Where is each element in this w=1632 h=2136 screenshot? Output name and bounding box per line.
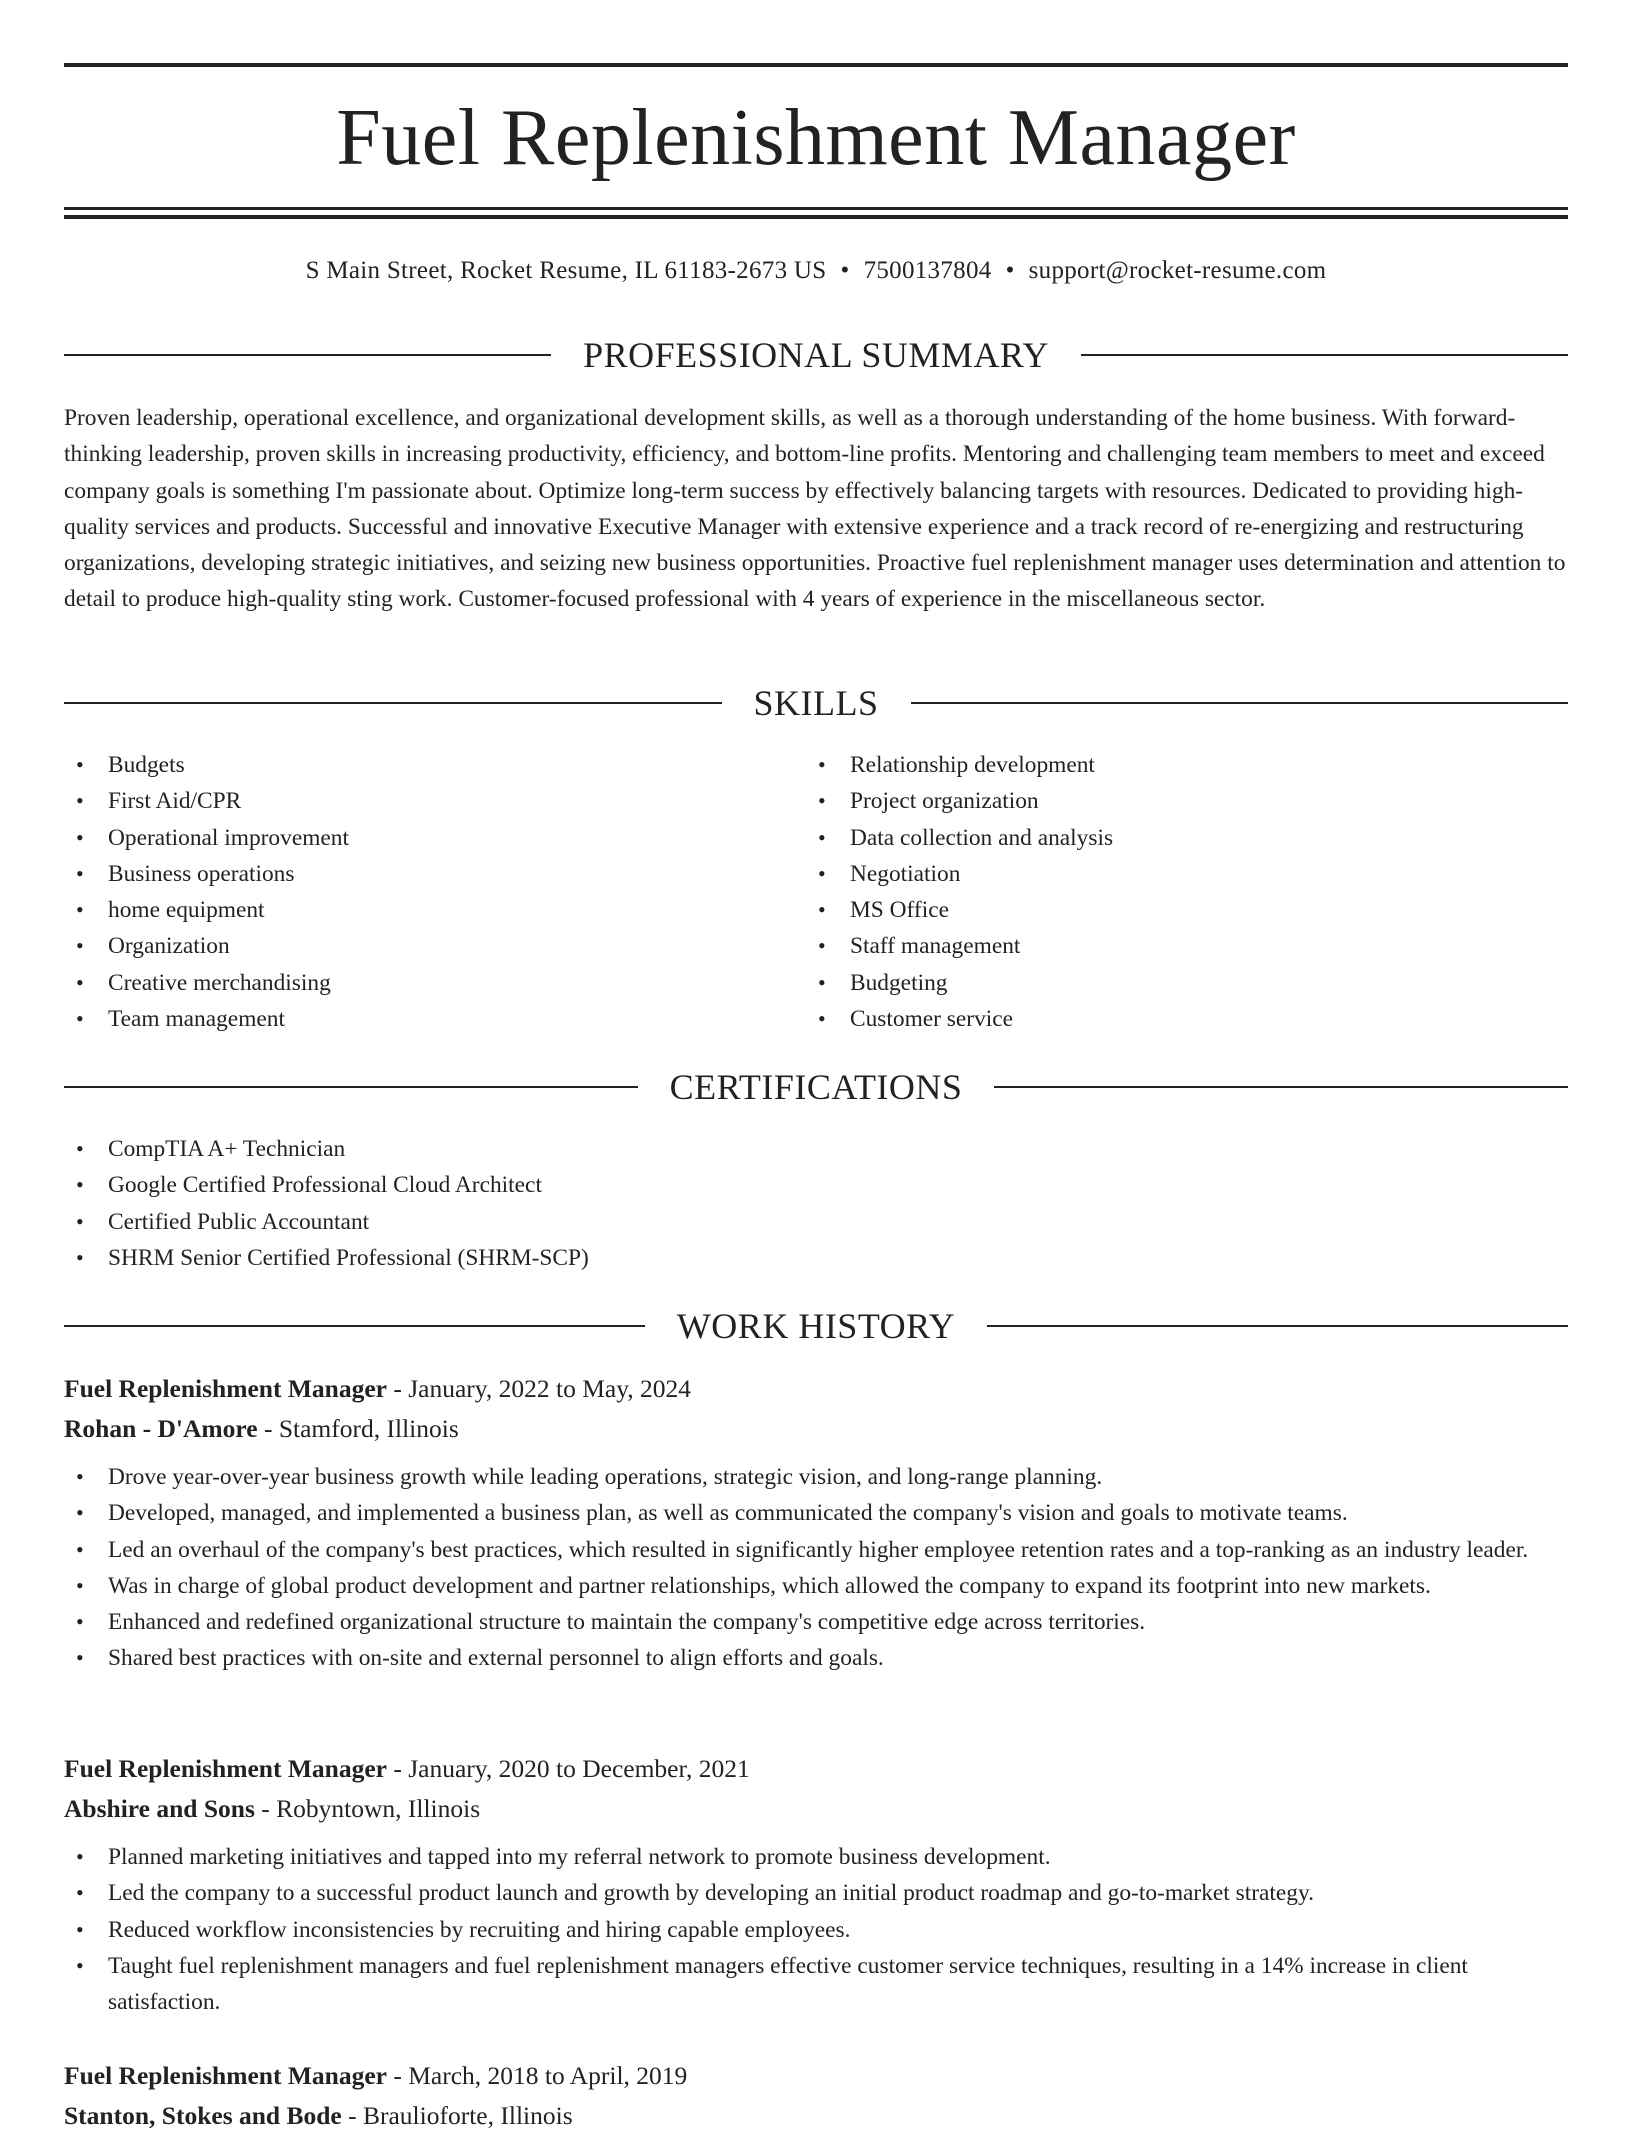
job-location: - Robyntown, Illinois (254, 1794, 481, 1823)
certification-item: • Google Certified Professional Cloud Architect (64, 1167, 1568, 1203)
job-title-line (64, 2056, 1568, 2096)
heading-rule-right (994, 1086, 1568, 1088)
top-rule (64, 63, 1568, 67)
job-bullet: • Drove year-over-year business growth while leading operations, strategic vision, and long-range planning. (64, 1459, 1568, 1495)
address: S Main Street, Rocket Resume, IL 61183-2673 US (305, 257, 827, 284)
section-title: CERTIFICATIONS (669, 1067, 963, 1107)
job-title: Fuel Replenishment Manager (64, 1374, 387, 1403)
skill-item: • First Aid/CPR (64, 783, 806, 819)
heading-rule-left (64, 702, 722, 704)
job-bullet: • Led an overhaul of the company's best practices, which resulted in significantly higher employee retention rates and a top-ranking as an industry leader. (64, 1532, 1568, 1568)
skill-item: • Budgeting (806, 965, 1548, 1001)
job-bullet: • Developed, managed, and implemented a business plan, as well as communicated the company's vision and goals to motivate teams. (64, 1495, 1568, 1531)
contact-line (64, 254, 1568, 288)
skills-list (64, 747, 1568, 1037)
certifications-list (64, 1131, 1568, 1276)
summary-paragraph: Proven leadership, operational excellence, and organizational development skills, as well as a thorough understanding of the home business. With forward-thinking leadership, proven skills in increasing productivity, efficiency, and bottom-line profits. Mentoring and challenging team members to meet and exceed company goals is something I'm passionate about. Optimize long-term success by effectively balancing targets with resources. Dedicated to providing high-quality services and products. Successful and innovative Executive Manager with extensive experience and a track record of re-energizing and restructuring organizations, developing strategic initiatives, and seizing new business opportunities. Proactive fuel replenishment manager uses determination and attention to detail to produce high-quality sting work. Customer-focused professional with 4 years of experience in the miscellaneous sector. (64, 405, 1566, 613)
job-bullet: • Was in charge of global product development and partner relationships, which allowed the company to expand its footprint into new markets. (64, 1568, 1568, 1604)
job-entry (64, 2056, 1568, 2136)
job-company: Abshire and Sons (64, 1794, 255, 1823)
job-bullet: • Enhanced and redefined organizational structure to maintain the company's competitive edge across territories. (64, 1604, 1568, 1640)
section-heading-summary (64, 333, 1568, 377)
skill-item: • Data collection and analysis (806, 820, 1548, 856)
job-location: - Stamford, Illinois (257, 1414, 459, 1443)
certification-item: • SHRM Senior Certified Professional (SHRM-SCP) (64, 1240, 1568, 1276)
job-title-line (64, 1369, 1568, 1409)
skill-item: • Business operations (64, 856, 806, 892)
section-title: WORK HISTORY (676, 1306, 956, 1346)
skill-item: • home equipment (64, 892, 806, 928)
job-entry (64, 1749, 1568, 2020)
heading-rule-left (64, 1086, 638, 1088)
job-dates: - March, 2018 to April, 2019 (386, 2061, 688, 2090)
job-company-line (64, 1789, 1568, 1829)
job-bullet: • Led the company to a successful product launch and growth by developing an initial product roadmap and go-to-market strategy. (64, 1875, 1568, 1911)
phone: 7500137804 (863, 257, 992, 284)
separator-dot: • (840, 257, 850, 284)
resume-title: Fuel Replenishment Manager (336, 94, 1296, 182)
job-title-line (64, 1749, 1568, 1789)
job-company-line (64, 2096, 1568, 2136)
job-bullet: • Shared best practices with on-site and external personnel to align efforts and goals. (64, 1640, 1568, 1676)
job-company-line (64, 1409, 1568, 1449)
skill-item: • Team management (64, 1001, 806, 1037)
job-entry (64, 1369, 1568, 1677)
skill-item: • Project organization (806, 783, 1548, 819)
heading-rule-left (64, 354, 551, 356)
skill-item: • Staff management (806, 928, 1548, 964)
skill-item: • Negotiation (806, 856, 1548, 892)
skill-item: • Creative merchandising (64, 965, 806, 1001)
separator-dot: • (1005, 257, 1015, 284)
job-company: Stanton, Stokes and Bode (64, 2101, 342, 2130)
section-heading-certifications (64, 1065, 1568, 1109)
section-title: SKILLS (753, 683, 879, 723)
heading-rule-right (1081, 354, 1568, 356)
section-heading-skills (64, 681, 1568, 725)
job-bullets (64, 1839, 1568, 2020)
job-dates: - January, 2020 to December, 2021 (386, 1754, 750, 1783)
job-title: Fuel Replenishment Manager (64, 2061, 387, 2090)
section-heading-work-history (64, 1304, 1568, 1348)
heading-rule-left (64, 1325, 645, 1327)
certification-item: • Certified Public Accountant (64, 1204, 1568, 1240)
job-bullet: • Planned marketing initiatives and tapped into my referral network to promote business development. (64, 1839, 1568, 1875)
heading-rule-right (987, 1325, 1568, 1327)
skills-column-right (806, 747, 1548, 1037)
section-title: PROFESSIONAL SUMMARY (583, 335, 1049, 375)
job-location: - Braulioforte, Illinois (341, 2101, 573, 2130)
title-double-rule (64, 207, 1568, 219)
job-title: Fuel Replenishment Manager (64, 1754, 387, 1783)
job-company: Rohan - D'Amore (64, 1414, 258, 1443)
job-dates: - January, 2022 to May, 2024 (386, 1374, 692, 1403)
email: support@rocket-resume.com (1028, 257, 1327, 284)
skill-item: • Customer service (806, 1001, 1548, 1037)
job-bullets (64, 1459, 1568, 1677)
skill-item: • Relationship development (806, 747, 1548, 783)
job-bullet: • Taught fuel replenishment managers and fuel replenishment managers effective customer service techniques, resulting in a 14% increase in client satisfaction. (64, 1948, 1568, 2021)
job-bullet: • Reduced workflow inconsistencies by recruiting and hiring capable employees. (64, 1912, 1568, 1948)
skills-column-left (64, 747, 806, 1037)
skill-item: • MS Office (806, 892, 1548, 928)
skill-item: • Budgets (64, 747, 806, 783)
heading-rule-right (911, 702, 1569, 704)
skill-item: • Operational improvement (64, 820, 806, 856)
certification-item: • CompTIA A+ Technician (64, 1131, 1568, 1167)
skill-item: • Organization (64, 928, 806, 964)
